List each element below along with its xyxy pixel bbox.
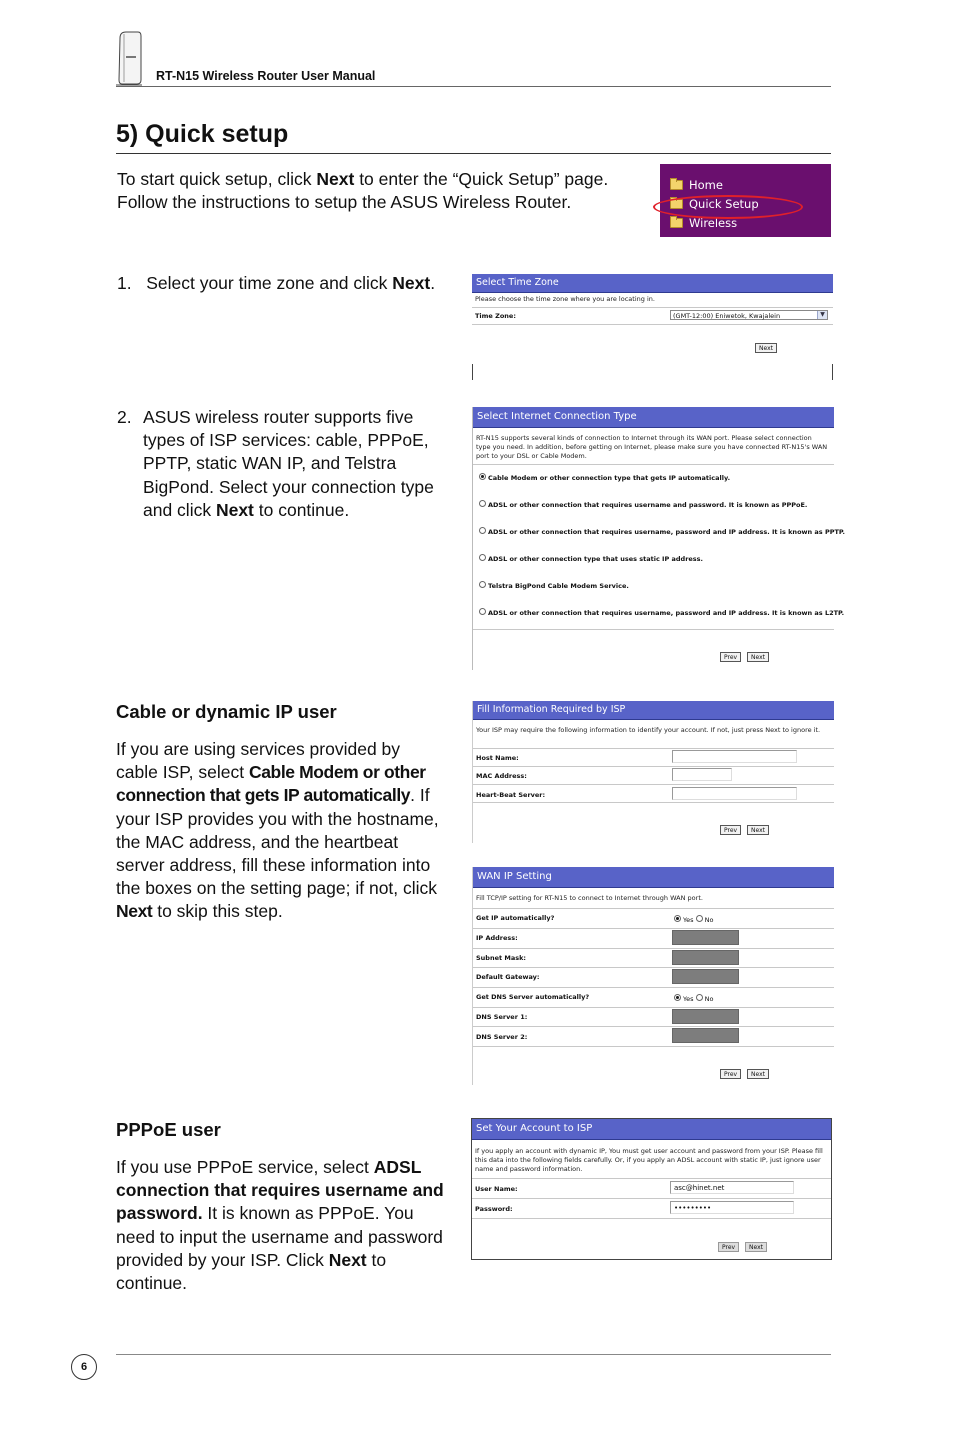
heartbeat-server-input[interactable] (672, 787, 797, 800)
section-divider (116, 153, 831, 154)
folder-icon (670, 218, 683, 228)
cable-heading: Cable or dynamic IP user (116, 701, 337, 722)
get-ip-auto-radio[interactable]: Yes No (674, 915, 713, 924)
next-button[interactable]: Next (747, 1069, 769, 1079)
pppoe-paragraph: If you use PPPoE service, select ADSL connection that requires username and password. It is known as PPPoE. You need to input the username and password provided by your ISP. Click Next to continue. (116, 1157, 444, 1294)
username-label: User Name: (475, 1185, 518, 1193)
isp-account-panel (471, 1118, 832, 1260)
mac-address-input[interactable] (672, 768, 732, 781)
next-button[interactable]: Next (755, 343, 777, 353)
radio-selected-icon (674, 915, 681, 922)
router-logo (116, 30, 142, 86)
manual-title: RT-N15 Wireless Router User Manual (156, 69, 376, 83)
row-divider (473, 766, 834, 767)
get-ip-auto-label: Get IP automatically? (476, 914, 555, 922)
connection-option[interactable]: Telstra BigPond Cable Modem Service. (479, 581, 629, 590)
default-gateway-input[interactable] (672, 969, 739, 984)
panel-title: WAN IP Setting (473, 867, 834, 888)
timezone-select[interactable]: (GMT-12:00) Eniwetok, Kwajalein ▼ (670, 310, 828, 320)
menu-item-quick-setup[interactable]: Quick Setup (670, 196, 759, 212)
row-divider (473, 987, 834, 988)
row-divider (473, 464, 834, 465)
ip-address-label: IP Address: (476, 934, 518, 942)
dns-server-1-input[interactable] (672, 1009, 739, 1024)
next-button[interactable]: Next (747, 652, 769, 662)
row-divider (473, 928, 834, 929)
wan-ip-panel (472, 867, 834, 1085)
panel-title: Select Internet Connection Type (473, 407, 834, 428)
prev-button[interactable]: Prev (720, 825, 741, 835)
row-divider (472, 1198, 831, 1199)
panel-description: Your ISP may require the following information to identify your account. If not, just press Next to ignore it. (476, 726, 821, 734)
panel-description: Please choose the time zone where you are locating in. (475, 295, 655, 303)
radio-icon (479, 581, 486, 588)
row-divider (473, 908, 834, 909)
password-label: Password: (475, 1205, 513, 1213)
radio-icon (696, 915, 703, 922)
row-divider (473, 1007, 834, 1008)
panel-description: If you apply an account with dynamic IP, You must get user account and password from your ISP. Please fill this data into the following fields carefully. Or, if you apply an ADSL account with static IP, just ignore user name and password information. (475, 1147, 823, 1173)
dns-server-2-input[interactable] (672, 1028, 739, 1043)
username-input[interactable]: asc@hinet.net (670, 1181, 794, 1194)
connection-option[interactable]: Cable Modem or other connection type that gets IP automatically. (479, 473, 730, 482)
prev-button[interactable]: Prev (718, 1242, 739, 1252)
row-divider (473, 784, 834, 785)
section-title: 5) Quick setup (116, 120, 289, 148)
row-divider (472, 307, 833, 308)
get-dns-auto-label: Get DNS Server automatically? (476, 993, 590, 1001)
row-divider (473, 748, 834, 749)
panel-title: Set Your Account to ISP (472, 1119, 831, 1140)
prev-button[interactable]: Prev (720, 1069, 741, 1079)
menu-item-home[interactable]: Home (670, 177, 723, 193)
intro-paragraph: To start quick setup, click Next to enter the “Quick Setup” page. Follow the instructions to setup the ASUS Wireless Router. (117, 169, 609, 213)
radio-icon (479, 554, 486, 561)
get-dns-auto-radio[interactable]: Yes No (674, 994, 713, 1003)
password-input[interactable]: ••••••••• (670, 1201, 794, 1214)
dns-server-2-label: DNS Server 2: (476, 1033, 528, 1041)
subnet-mask-label: Subnet Mask: (476, 954, 527, 962)
panel-description: RT-N15 supports several kinds of connection to Internet through its WAN port. Please select connection type you need. In addition, before getting on Internet, please make sure you have connected RT-N15's WAN port to your DSL or Cable Modem. (476, 434, 828, 460)
panel-edge (472, 364, 473, 380)
row-divider (473, 1026, 834, 1027)
subnet-mask-input[interactable] (672, 950, 739, 965)
mac-address-label: MAC Address: (476, 772, 527, 780)
radio-icon (696, 994, 703, 1001)
radio-selected-icon (674, 994, 681, 1001)
connection-option[interactable]: ADSL or other connection that requires username, password and IP address. It is known as L2TP. (479, 608, 844, 617)
timezone-label: Time Zone: (475, 312, 516, 320)
panel-edge (832, 364, 833, 380)
panel-title: Fill Information Required by ISP (473, 701, 834, 720)
row-divider (473, 967, 834, 968)
row-divider (473, 629, 834, 630)
radio-icon (479, 500, 486, 507)
chevron-down-icon: ▼ (817, 311, 827, 319)
prev-button[interactable]: Prev (720, 652, 741, 662)
connection-option[interactable]: ADSL or other connection that requires username, password and IP address. It is known as PPTP. (479, 527, 845, 536)
panel-title: Select Time Zone (472, 274, 833, 293)
footer-divider (116, 1354, 831, 1355)
row-divider (472, 1178, 831, 1179)
dns-server-1-label: DNS Server 1: (476, 1013, 528, 1021)
timezone-panel (472, 274, 833, 380)
row-divider (473, 1046, 834, 1047)
folder-icon (670, 180, 683, 190)
panel-description: Fill TCP/IP setting for RT-N15 to connect to Internet through WAN port. (476, 894, 703, 902)
pppoe-heading: PPPoE user (116, 1119, 221, 1140)
row-divider (472, 1218, 831, 1219)
step-1: 1. Select your time zone and click Next. (117, 273, 436, 293)
row-divider (473, 802, 834, 803)
radio-icon (479, 608, 486, 615)
default-gateway-label: Default Gateway: (476, 973, 540, 981)
page-number: 6 (71, 1354, 97, 1380)
connection-type-panel (472, 407, 845, 670)
connection-option[interactable]: ADSL or other connection that requires username and password. It is known as PPPoE. (479, 500, 807, 509)
radio-icon (479, 527, 486, 534)
connection-option[interactable]: ADSL or other connection type that uses static IP address. (479, 554, 703, 563)
next-button[interactable]: Next (745, 1242, 767, 1252)
heartbeat-server-label: Heart-Beat Server: (476, 791, 546, 799)
ip-address-input[interactable] (672, 930, 739, 945)
highlight-ellipse (653, 195, 803, 219)
next-button[interactable]: Next (747, 825, 769, 835)
row-divider (472, 324, 833, 325)
isp-info-panel (472, 701, 834, 843)
host-name-input[interactable] (672, 750, 797, 763)
radio-selected-icon (479, 473, 486, 480)
cable-paragraph: If you are using services provided by cable ISP, select Cable Modem or other connection that gets IP automatically. If your ISP provides you with the hostname, the MAC address, and the heartbeat server address, fill these information into the boxes on the setting page; if not, click Next to skip this step. (116, 739, 439, 922)
row-divider (473, 948, 834, 949)
header-divider (116, 86, 831, 87)
host-name-label: Host Name: (476, 754, 519, 762)
menu-item-wireless[interactable]: Wireless (670, 215, 737, 231)
